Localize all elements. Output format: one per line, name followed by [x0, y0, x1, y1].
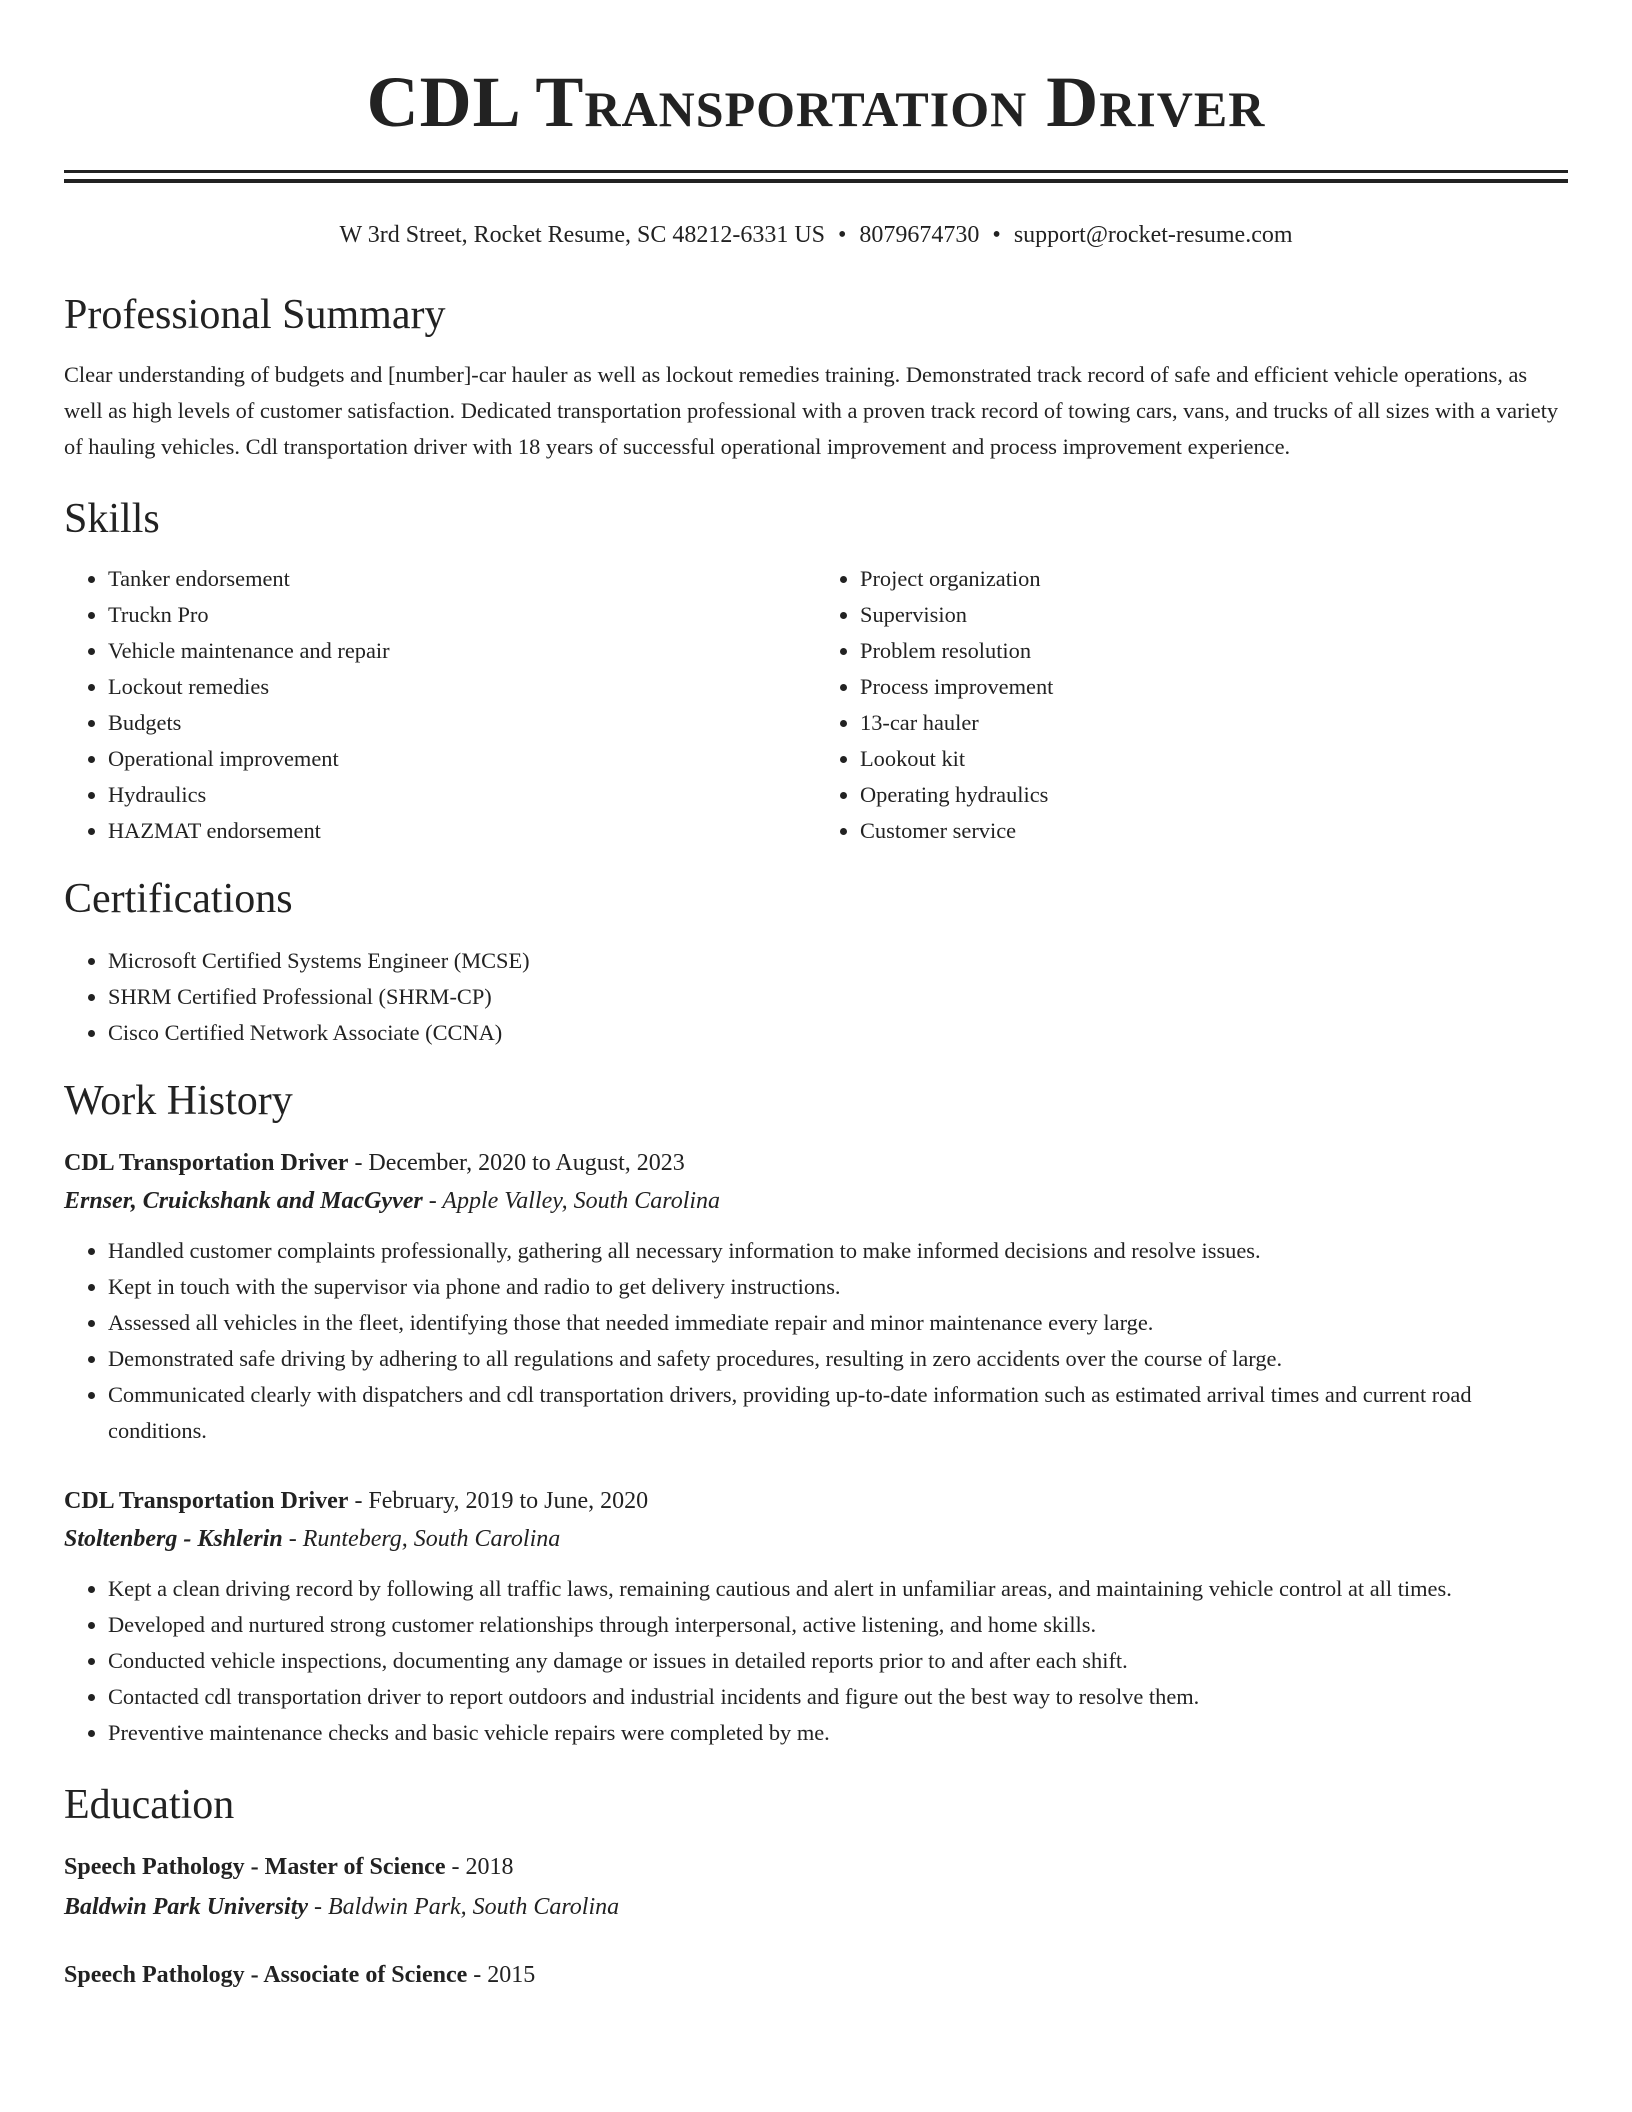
skills-list-right	[816, 561, 1568, 849]
skill-item: • Project organization	[860, 561, 1568, 597]
education-degree: Speech Pathology - Master of Science	[64, 1854, 446, 1880]
contact-address: W 3rd Street, Rocket Resume, SC 48212-6331 US	[339, 222, 826, 248]
skills-heading: Skills	[64, 496, 160, 542]
resume-title: CDL Transportation Driver	[366, 62, 1266, 142]
job-company: Stoltenberg - Kshlerin	[64, 1526, 283, 1552]
skill-item: • Customer service	[860, 813, 1568, 849]
skill-item: • Tanker endorsement	[108, 561, 816, 597]
job-entry	[64, 1485, 1568, 1751]
education-entry	[64, 1851, 1568, 1923]
education-year: - 2018	[445, 1854, 514, 1880]
header-divider-top	[64, 170, 1568, 173]
education-location: - Baldwin Park, South Carolina	[308, 1894, 620, 1920]
contact-separator: •	[838, 222, 847, 248]
job-bullet: • Demonstrated safe driving by adhering to all regulations and safety procedures, resulting in zero accidents over the course of large.	[108, 1341, 1568, 1377]
job-bullet: • Assessed all vehicles in the fleet, identifying those that needed immediate repair and minor maintenance every large.	[108, 1305, 1568, 1341]
contact-separator: •	[992, 222, 1001, 248]
job-company: Ernser, Cruickshank and MacGyver	[64, 1188, 423, 1214]
job-bullets	[64, 1233, 1568, 1449]
education-degree: Speech Pathology - Associate of Science	[64, 1962, 468, 1988]
certification-item: • Microsoft Certified Systems Engineer (MCSE)	[108, 943, 1568, 979]
education-year: - 2015	[467, 1962, 536, 1988]
contact-phone: 8079674730	[859, 222, 980, 248]
job-bullet: • Preventive maintenance checks and basic vehicle repairs were completed by me.	[108, 1715, 1568, 1751]
job-bullet: • Handled customer complaints professionally, gathering all necessary information to make informed decisions and resolve issues.	[108, 1233, 1568, 1269]
skill-item: • HAZMAT endorsement	[108, 813, 816, 849]
skill-item: • Truckn Pro	[108, 597, 816, 633]
job-bullet: • Developed and nurtured strong customer relationships through interpersonal, active listening, and home skills.	[108, 1607, 1568, 1643]
header-divider-bottom	[64, 179, 1568, 183]
certification-item: • Cisco Certified Network Associate (CCNA)	[108, 1015, 1568, 1051]
skill-item: • Budgets	[108, 705, 816, 741]
skills-list-left	[64, 561, 816, 849]
education-entry	[64, 1959, 1568, 1991]
job-title-line	[64, 1485, 1568, 1517]
job-location: - Runteberg, South Carolina	[282, 1526, 561, 1552]
job-entry	[64, 1147, 1568, 1449]
job-bullet: • Kept in touch with the supervisor via phone and radio to get delivery instructions.	[108, 1269, 1568, 1305]
certification-item: • SHRM Certified Professional (SHRM-CP)	[108, 979, 1568, 1015]
skill-item: • Hydraulics	[108, 777, 816, 813]
job-location: - Apple Valley, South Carolina	[422, 1188, 721, 1214]
education-heading: Education	[64, 1782, 235, 1828]
job-title-line	[64, 1147, 1568, 1179]
summary-heading: Professional Summary	[64, 292, 446, 338]
job-bullets	[64, 1571, 1568, 1751]
job-dates: - February, 2019 to June, 2020	[348, 1488, 649, 1514]
job-bullet: • Communicated clearly with dispatchers and cdl transportation drivers, providing up-to-date information such as estimated arrival times and current road conditions.	[108, 1377, 1568, 1449]
work-history-heading: Work History	[64, 1078, 293, 1124]
education-school-line	[64, 1891, 1568, 1923]
job-title: CDL Transportation Driver	[64, 1488, 349, 1514]
skill-item: • Problem resolution	[860, 633, 1568, 669]
job-bullet: • Conducted vehicle inspections, documenting any damage or issues in detailed reports prior to and after each shift.	[108, 1643, 1568, 1679]
skill-item: • Supervision	[860, 597, 1568, 633]
contact-email: support@rocket-resume.com	[1013, 222, 1293, 248]
skill-item: • Lockout remedies	[108, 669, 816, 705]
education-school: Baldwin Park University	[64, 1894, 309, 1920]
skill-item: • Vehicle maintenance and repair	[108, 633, 816, 669]
job-company-line	[64, 1185, 1568, 1217]
certifications-heading: Certifications	[64, 876, 293, 922]
contact-line	[64, 219, 1568, 251]
skill-item: • Process improvement	[860, 669, 1568, 705]
skills-columns	[64, 561, 1568, 849]
job-title: CDL Transportation Driver	[64, 1150, 349, 1176]
summary-text: Clear understanding of budgets and [number]-car hauler as well as lockout remedies training. Demonstrated track record of safe and efficient vehicle operations, as well as high levels of customer satisfaction. Dedicated transportation professional with a proven track record of towing cars, vans, and trucks of all sizes with a variety of hauling vehicles. Cdl transportation driver with 18 years of successful operational improvement and process improvement experience.	[64, 362, 1559, 459]
skill-item: • Operational improvement	[108, 741, 816, 777]
certifications-list	[64, 943, 1568, 1051]
job-bullet: • Contacted cdl transportation driver to report outdoors and industrial incidents and figure out the best way to resolve them.	[108, 1679, 1568, 1715]
education-degree-line	[64, 1851, 1568, 1883]
skill-item: • 13-car hauler	[860, 705, 1568, 741]
job-dates: - December, 2020 to August, 2023	[348, 1150, 685, 1176]
job-bullet: • Kept a clean driving record by following all traffic laws, remaining cautious and alert in unfamiliar areas, and maintaining vehicle control at all times.	[108, 1571, 1568, 1607]
job-company-line	[64, 1523, 1568, 1555]
education-degree-line	[64, 1959, 1568, 1991]
skill-item: • Lookout kit	[860, 741, 1568, 777]
skill-item: • Operating hydraulics	[860, 777, 1568, 813]
